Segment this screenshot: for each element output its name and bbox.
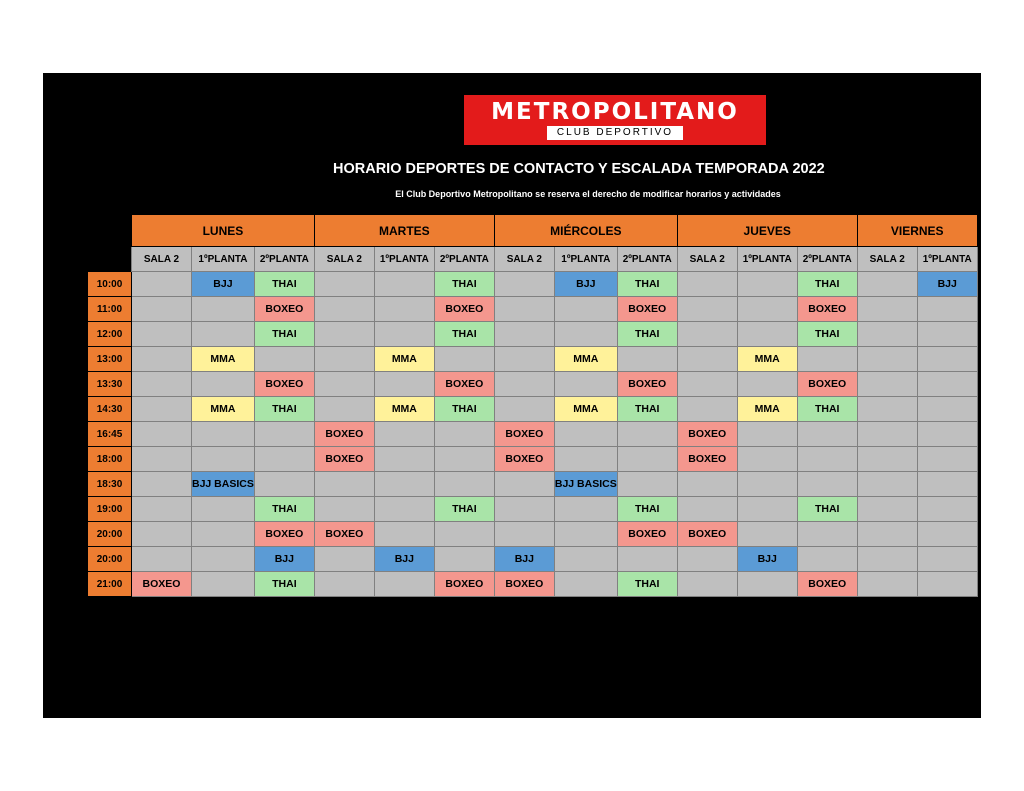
schedule-row: [88, 347, 978, 372]
class-cell: BOXEO: [434, 297, 494, 322]
empty-cell: [857, 547, 917, 572]
time-slot: 11:00: [88, 297, 132, 322]
empty-cell: [374, 447, 434, 472]
class-cell: BOXEO: [434, 372, 494, 397]
day-header: MIÉRCOLES: [494, 215, 677, 247]
room-header: 1ºPLANTA: [737, 247, 797, 272]
empty-cell: [192, 572, 255, 597]
empty-cell: [917, 497, 977, 522]
time-slot: 13:30: [88, 372, 132, 397]
schedule-sheet: [43, 73, 981, 718]
empty-cell: [857, 472, 917, 497]
room-header-row: [88, 247, 978, 272]
schedule-row: [88, 497, 978, 522]
room-header: 2ºPLANTA: [434, 247, 494, 272]
empty-cell: [677, 372, 737, 397]
empty-cell: [132, 422, 192, 447]
logo-name: METROPOLITANO: [491, 99, 739, 125]
empty-cell: [554, 297, 617, 322]
empty-cell: [677, 547, 737, 572]
room-header: 2ºPLANTA: [617, 247, 677, 272]
class-cell: BOXEO: [494, 422, 554, 447]
empty-cell: [132, 372, 192, 397]
empty-cell: [554, 497, 617, 522]
empty-cell: [494, 372, 554, 397]
class-cell: BOXEO: [254, 372, 314, 397]
class-cell: THAI: [254, 497, 314, 522]
empty-cell: [677, 497, 737, 522]
empty-cell: [314, 322, 374, 347]
empty-cell: [192, 372, 255, 397]
class-cell: THAI: [434, 497, 494, 522]
empty-cell: [132, 322, 192, 347]
empty-cell: [857, 297, 917, 322]
empty-cell: [192, 297, 255, 322]
time-slot: 19:00: [88, 497, 132, 522]
class-cell: THAI: [617, 322, 677, 347]
class-cell: MMA: [192, 347, 255, 372]
empty-cell: [737, 497, 797, 522]
class-cell: THAI: [617, 497, 677, 522]
empty-cell: [797, 472, 857, 497]
corner-blank: [88, 247, 132, 272]
empty-cell: [737, 472, 797, 497]
time-slot: 20:00: [88, 547, 132, 572]
room-header: 1ºPLANTA: [554, 247, 617, 272]
empty-cell: [314, 547, 374, 572]
class-cell: MMA: [737, 397, 797, 422]
class-cell: BJJ: [494, 547, 554, 572]
empty-cell: [857, 522, 917, 547]
class-cell: BOXEO: [132, 572, 192, 597]
class-cell: MMA: [737, 347, 797, 372]
class-cell: BJJ BASICS: [192, 472, 255, 497]
class-cell: THAI: [617, 572, 677, 597]
empty-cell: [254, 422, 314, 447]
empty-cell: [917, 472, 977, 497]
class-cell: BOXEO: [314, 522, 374, 547]
empty-cell: [917, 422, 977, 447]
room-header: 1ºPLANTA: [192, 247, 255, 272]
empty-cell: [917, 572, 977, 597]
schedule-row: [88, 572, 978, 597]
class-cell: BOXEO: [677, 447, 737, 472]
empty-cell: [434, 472, 494, 497]
empty-cell: [494, 322, 554, 347]
empty-cell: [374, 422, 434, 447]
empty-cell: [857, 347, 917, 372]
empty-cell: [254, 447, 314, 472]
class-cell: BOXEO: [434, 572, 494, 597]
empty-cell: [917, 297, 977, 322]
empty-cell: [677, 297, 737, 322]
room-header: SALA 2: [132, 247, 192, 272]
class-cell: BJJ: [374, 547, 434, 572]
empty-cell: [857, 447, 917, 472]
empty-cell: [797, 522, 857, 547]
time-slot: 14:30: [88, 397, 132, 422]
class-cell: BOXEO: [797, 297, 857, 322]
club-logo: [464, 95, 766, 145]
room-header: SALA 2: [857, 247, 917, 272]
class-cell: BOXEO: [677, 422, 737, 447]
empty-cell: [617, 547, 677, 572]
empty-cell: [314, 472, 374, 497]
empty-cell: [254, 347, 314, 372]
empty-cell: [857, 322, 917, 347]
schedule-row: [88, 272, 978, 297]
empty-cell: [797, 422, 857, 447]
class-cell: THAI: [254, 397, 314, 422]
empty-cell: [857, 372, 917, 397]
class-cell: THAI: [254, 322, 314, 347]
empty-cell: [797, 447, 857, 472]
empty-cell: [554, 572, 617, 597]
empty-cell: [494, 472, 554, 497]
day-header: MARTES: [314, 215, 494, 247]
empty-cell: [554, 547, 617, 572]
room-header: 2ºPLANTA: [797, 247, 857, 272]
class-cell: THAI: [797, 272, 857, 297]
empty-cell: [617, 347, 677, 372]
class-cell: BOXEO: [314, 422, 374, 447]
class-cell: BOXEO: [797, 572, 857, 597]
class-cell: MMA: [554, 347, 617, 372]
empty-cell: [314, 372, 374, 397]
class-cell: BOXEO: [617, 522, 677, 547]
class-cell: BOXEO: [617, 297, 677, 322]
room-header: 1ºPLANTA: [374, 247, 434, 272]
page-title: HORARIO DEPORTES DE CONTACTO Y ESCALADA TEMPORADA 2022: [333, 161, 825, 177]
empty-cell: [857, 397, 917, 422]
class-cell: THAI: [797, 397, 857, 422]
day-header: VIERNES: [857, 215, 977, 247]
empty-cell: [737, 422, 797, 447]
empty-cell: [737, 272, 797, 297]
empty-cell: [494, 272, 554, 297]
class-cell: BOXEO: [677, 522, 737, 547]
empty-cell: [192, 497, 255, 522]
class-cell: BOXEO: [494, 447, 554, 472]
schedule-table: [87, 215, 978, 597]
schedule-row: [88, 322, 978, 347]
corner-blank: [88, 215, 132, 247]
schedule-row: [88, 297, 978, 322]
class-cell: THAI: [254, 572, 314, 597]
empty-cell: [314, 347, 374, 372]
empty-cell: [254, 472, 314, 497]
time-slot: 20:00: [88, 522, 132, 547]
empty-cell: [374, 572, 434, 597]
empty-cell: [434, 547, 494, 572]
empty-cell: [132, 547, 192, 572]
empty-cell: [857, 572, 917, 597]
empty-cell: [494, 522, 554, 547]
empty-cell: [857, 272, 917, 297]
empty-cell: [554, 322, 617, 347]
class-cell: THAI: [434, 322, 494, 347]
empty-cell: [737, 297, 797, 322]
class-cell: BJJ: [554, 272, 617, 297]
class-cell: THAI: [797, 497, 857, 522]
empty-cell: [434, 447, 494, 472]
empty-cell: [192, 322, 255, 347]
empty-cell: [374, 497, 434, 522]
empty-cell: [677, 322, 737, 347]
class-cell: BOXEO: [314, 447, 374, 472]
page-subtitle: El Club Deportivo Metropolitano se reserva el derecho de modificar horarios y actividades: [395, 189, 781, 199]
empty-cell: [192, 422, 255, 447]
empty-cell: [737, 447, 797, 472]
class-cell: THAI: [797, 322, 857, 347]
time-slot: 16:45: [88, 422, 132, 447]
class-cell: MMA: [374, 347, 434, 372]
empty-cell: [737, 372, 797, 397]
empty-cell: [737, 522, 797, 547]
empty-cell: [617, 472, 677, 497]
empty-cell: [374, 272, 434, 297]
empty-cell: [677, 272, 737, 297]
empty-cell: [132, 397, 192, 422]
empty-cell: [677, 347, 737, 372]
class-cell: THAI: [254, 272, 314, 297]
class-cell: BOXEO: [254, 522, 314, 547]
class-cell: BOXEO: [617, 372, 677, 397]
schedule-row: [88, 397, 978, 422]
empty-cell: [494, 497, 554, 522]
empty-cell: [554, 447, 617, 472]
empty-cell: [132, 347, 192, 372]
room-header: 2ºPLANTA: [254, 247, 314, 272]
empty-cell: [554, 372, 617, 397]
day-header-row: [88, 215, 978, 247]
class-cell: THAI: [434, 397, 494, 422]
time-slot: 13:00: [88, 347, 132, 372]
empty-cell: [917, 547, 977, 572]
class-cell: BJJ: [737, 547, 797, 572]
empty-cell: [132, 522, 192, 547]
logo-subtitle: CLUB DEPORTIVO: [547, 126, 683, 140]
empty-cell: [737, 572, 797, 597]
room-header: SALA 2: [677, 247, 737, 272]
empty-cell: [192, 447, 255, 472]
empty-cell: [917, 447, 977, 472]
class-cell: BJJ: [254, 547, 314, 572]
empty-cell: [374, 322, 434, 347]
empty-cell: [192, 547, 255, 572]
class-cell: BOXEO: [494, 572, 554, 597]
class-cell: BJJ: [192, 272, 255, 297]
empty-cell: [677, 397, 737, 422]
empty-cell: [132, 447, 192, 472]
time-slot: 18:00: [88, 447, 132, 472]
schedule-row: [88, 472, 978, 497]
class-cell: MMA: [374, 397, 434, 422]
empty-cell: [314, 297, 374, 322]
time-slot: 12:00: [88, 322, 132, 347]
empty-cell: [374, 297, 434, 322]
room-header: SALA 2: [314, 247, 374, 272]
empty-cell: [677, 472, 737, 497]
empty-cell: [434, 347, 494, 372]
class-cell: BOXEO: [797, 372, 857, 397]
class-cell: THAI: [434, 272, 494, 297]
empty-cell: [434, 522, 494, 547]
empty-cell: [314, 497, 374, 522]
empty-cell: [917, 397, 977, 422]
empty-cell: [192, 522, 255, 547]
empty-cell: [857, 422, 917, 447]
time-slot: 10:00: [88, 272, 132, 297]
schedule-row: [88, 447, 978, 472]
empty-cell: [737, 322, 797, 347]
empty-cell: [374, 372, 434, 397]
empty-cell: [132, 272, 192, 297]
empty-cell: [132, 472, 192, 497]
empty-cell: [857, 497, 917, 522]
class-cell: BJJ BASICS: [554, 472, 617, 497]
schedule-row: [88, 372, 978, 397]
empty-cell: [797, 347, 857, 372]
schedule-row: [88, 547, 978, 572]
class-cell: THAI: [617, 272, 677, 297]
empty-cell: [917, 322, 977, 347]
day-header: LUNES: [132, 215, 315, 247]
empty-cell: [434, 422, 494, 447]
empty-cell: [617, 422, 677, 447]
empty-cell: [677, 572, 737, 597]
schedule-row: [88, 522, 978, 547]
empty-cell: [314, 397, 374, 422]
empty-cell: [494, 347, 554, 372]
empty-cell: [132, 497, 192, 522]
empty-cell: [917, 347, 977, 372]
empty-cell: [314, 572, 374, 597]
empty-cell: [314, 272, 374, 297]
empty-cell: [797, 547, 857, 572]
day-header: JUEVES: [677, 215, 857, 247]
time-slot: 18:30: [88, 472, 132, 497]
schedule-body: [88, 272, 978, 597]
empty-cell: [917, 522, 977, 547]
empty-cell: [554, 522, 617, 547]
time-slot: 21:00: [88, 572, 132, 597]
empty-cell: [374, 522, 434, 547]
empty-cell: [374, 472, 434, 497]
empty-cell: [917, 372, 977, 397]
empty-cell: [132, 297, 192, 322]
empty-cell: [617, 447, 677, 472]
class-cell: MMA: [192, 397, 255, 422]
empty-cell: [554, 422, 617, 447]
class-cell: MMA: [554, 397, 617, 422]
schedule-row: [88, 422, 978, 447]
class-cell: BJJ: [917, 272, 977, 297]
empty-cell: [494, 297, 554, 322]
room-header: SALA 2: [494, 247, 554, 272]
class-cell: THAI: [617, 397, 677, 422]
class-cell: BOXEO: [254, 297, 314, 322]
room-header: 1ºPLANTA: [917, 247, 977, 272]
empty-cell: [494, 397, 554, 422]
